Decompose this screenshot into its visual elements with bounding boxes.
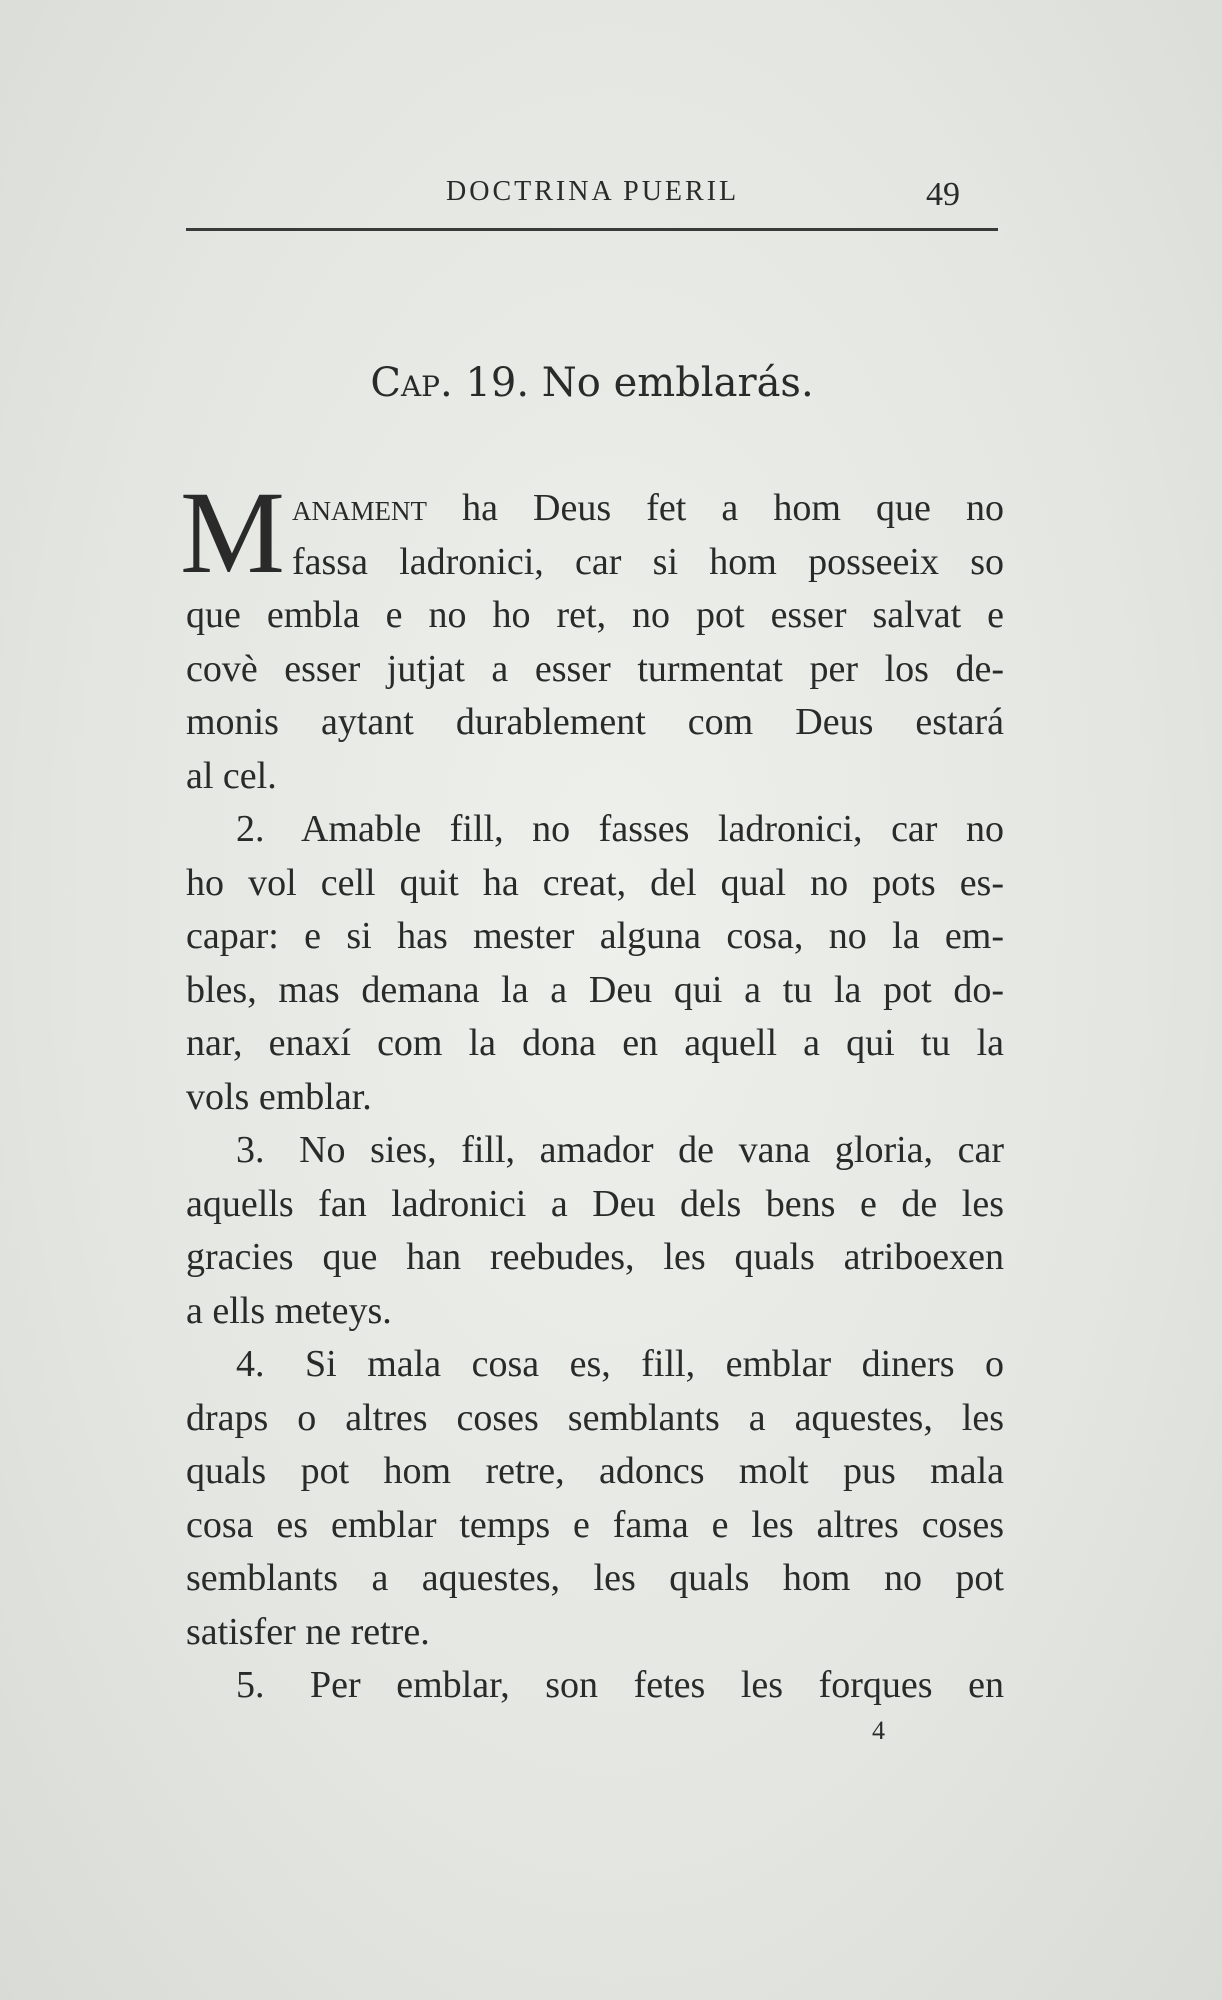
- chapter-number: 19.: [465, 360, 530, 406]
- text-line: 5. Per emblar, son fetes les forques en: [236, 1664, 1004, 1706]
- text-line: covè esser jutjat a esser turmentat per los de-: [186, 647, 1004, 690]
- text-line: a ells meteys.: [186, 1289, 392, 1332]
- chapter-label: Cap.: [370, 360, 453, 406]
- paragraph-number: 4.: [236, 1343, 265, 1385]
- drop-cap: M: [180, 467, 285, 598]
- text-line: fassa ladronici, car si hom posseeix so: [292, 540, 1004, 583]
- text-line: ho vol cell quit ha creat, del qual no pots es-: [186, 861, 1004, 904]
- signature-mark: 4: [872, 1716, 885, 1745]
- paragraph-4: [186, 1338, 1004, 1659]
- paragraph-5: [186, 1659, 1004, 1713]
- text-line: satisfer ne retre.: [186, 1610, 430, 1653]
- paragraph-number: 2.: [236, 808, 265, 850]
- chapter-heading: [186, 360, 998, 406]
- text-line: monis aytant durablement com Deus estará: [186, 701, 1004, 743]
- paragraph-number: 3.: [236, 1129, 265, 1171]
- text-line: anament ha Deus fet a hom que no: [292, 487, 1004, 529]
- running-title: DOCTRINA PUERIL: [446, 176, 740, 207]
- text-line: aquells fan ladronici a Deu dels bens e de les: [186, 1182, 1004, 1225]
- text-line: capar: e si has mester alguna cosa, no la em-: [186, 915, 1004, 957]
- chapter-title: No emblarás.: [541, 360, 814, 406]
- text-line: gracies que han reebudes, les quals atriboexen: [186, 1236, 1004, 1278]
- text-line: al cel.: [186, 754, 277, 797]
- text-line: 2. Amable fill, no fasses ladronici, car no: [236, 808, 1004, 850]
- header-rule: [186, 228, 998, 231]
- text-line: draps o altres coses semblants a aquestes, les: [186, 1396, 1004, 1439]
- running-header: [186, 168, 998, 218]
- text-line: cosa es emblar temps e fama e les altres coses: [186, 1503, 1004, 1546]
- paragraph-2: [186, 803, 1004, 1124]
- text-line: 4. Si mala cosa es, fill, emblar diners o: [236, 1343, 1004, 1385]
- text-line: 3. No sies, fill, amador de vana gloria, car: [236, 1129, 1005, 1171]
- text-line: semblants a aquestes, les quals hom no pot: [186, 1557, 1004, 1599]
- page-number: 49: [926, 176, 960, 213]
- lead-smallcaps: anament: [292, 487, 427, 529]
- text-line: vols emblar.: [186, 1075, 372, 1118]
- text-line: nar, enaxí com la dona en aquell a qui tu la: [186, 1022, 1004, 1064]
- body-text: [180, 467, 1005, 1713]
- paragraph-number: 5.: [236, 1664, 265, 1706]
- text-line: bles, mas demana la a Deu qui a tu la pot do-: [186, 968, 1004, 1011]
- paragraph-3: [186, 1124, 1004, 1338]
- paragraph-1: [180, 467, 1004, 803]
- text-line: que embla e no ho ret, no pot esser salvat e: [186, 594, 1004, 636]
- text-line: quals pot hom retre, adoncs molt pus mala: [186, 1450, 1004, 1492]
